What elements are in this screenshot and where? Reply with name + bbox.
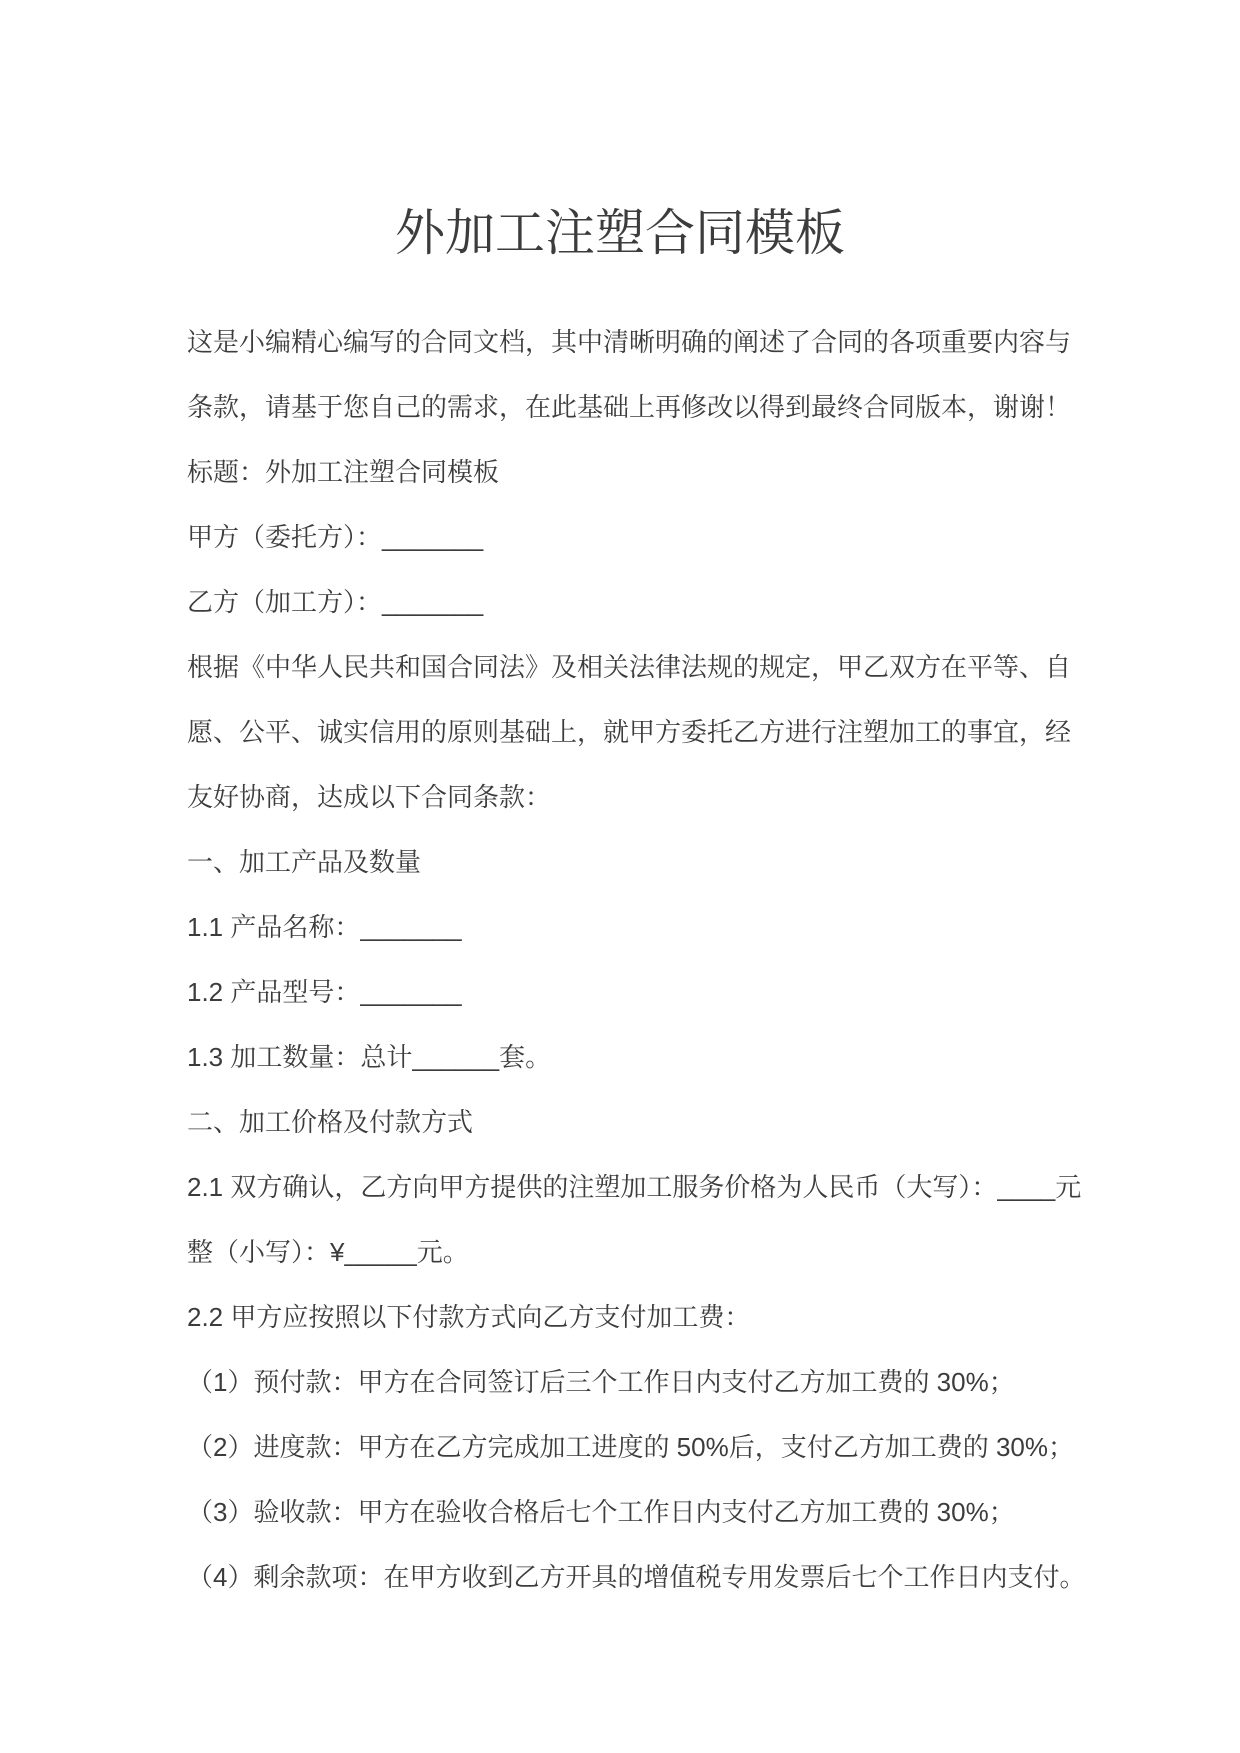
document-line: 愿、公平、诚实信用的原则基础上，就甲方委托乙方进行注塑加工的事宜，经 [187, 717, 1072, 747]
document-line: （2）进度款：甲方在乙方完成加工进度的 50%后，支付乙方加工费的 30%； [187, 1432, 1074, 1462]
document-line: 甲方（委托方）：_______ [187, 522, 484, 552]
document-line: 1.1 产品名称：_______ [187, 912, 462, 942]
document-line: 友好协商，达成以下合同条款： [187, 782, 552, 812]
document-line: 整（小写）：¥_____元。 [187, 1237, 469, 1267]
document-line: （3）验收款：甲方在验收合格后七个工作日内支付乙方加工费的 30%； [187, 1497, 1015, 1527]
document-line: 2.1 双方确认，乙方向甲方提供的注塑加工服务价格为人民币（大写）：____元 [187, 1172, 1082, 1202]
document-title: 外加工注塑合同模板 [395, 205, 845, 261]
document-line: （4）剩余款项：在甲方收到乙方开具的增值税专用发票后七个工作日内支付。 [187, 1562, 1086, 1592]
document-line: 条款，请基于您自己的需求，在此基础上再修改以得到最终合同版本，谢谢！ [187, 392, 1072, 422]
document-line: 2.2 甲方应按照以下付款方式向乙方支付加工费： [187, 1302, 751, 1332]
document-line: 这是小编精心编写的合同文档，其中清晰明确的阐述了合同的各项重要内容与 [187, 327, 1072, 357]
document-body [0, 310, 1240, 1610]
document-line: 二、加工价格及付款方式 [187, 1107, 474, 1137]
document-line: 1.3 加工数量：总计______套。 [187, 1042, 552, 1072]
document-line: （1）预付款：甲方在合同签订后三个工作日内支付乙方加工费的 30%； [187, 1367, 1015, 1397]
document-line: 标题：外加工注塑合同模板 [187, 457, 500, 487]
document-line: 根据《中华人民共和国合同法》及相关法律法规的规定，甲乙双方在平等、自 [187, 652, 1072, 682]
document-line: 1.2 产品型号：_______ [187, 977, 462, 1007]
document-line: 乙方（加工方）：_______ [187, 587, 484, 617]
document-line: 一、加工产品及数量 [187, 847, 422, 877]
